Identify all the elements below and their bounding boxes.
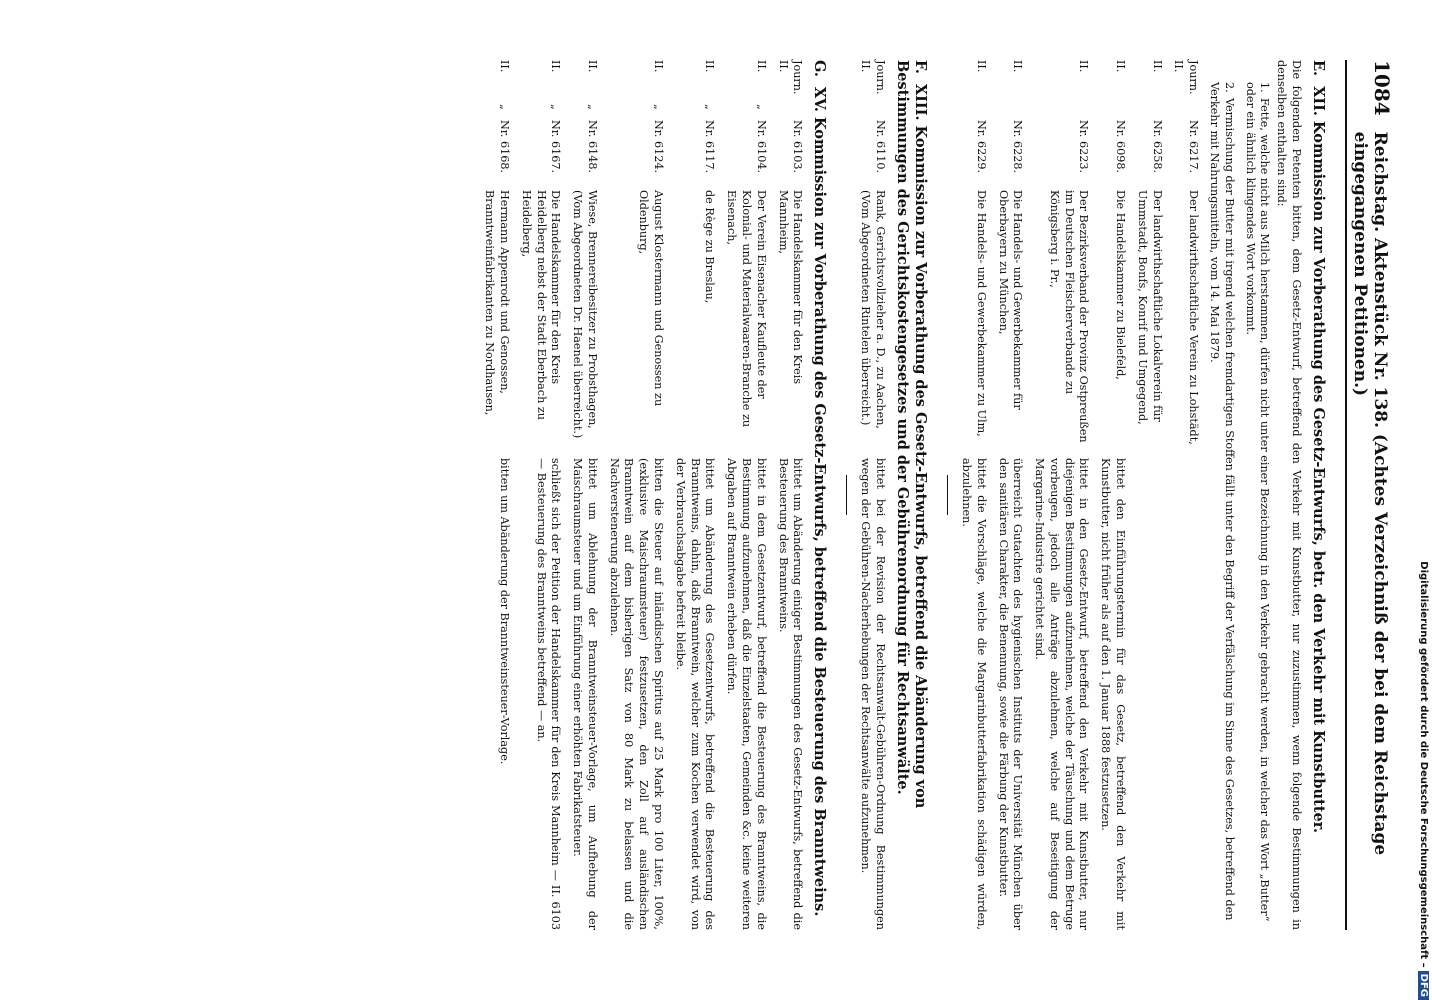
petition-entry: II. „ Nr. 6167. Die Handelskammer für den Kreis Heidelberg nebst der Stadt Eberbach zu Heidelberg, schließt sich der Petition der Handelskammer für den Kreis Mannheim — II. 6103 — Besteuerung des Branntweins betreffend — an.	[519, 60, 563, 930]
petition-entry: II. „ Nr. 6168. Hermann Appenrodt und Genossen, Branntweinfabrikanten zu Nordhausen, bitten um Abänderung der Branntweinsteuer-Vorlage.	[483, 60, 512, 765]
petition-entry: II. „ Nr. 6124. August Klostermann und Genossen zu Oldenburg, bitten die Steuer auf inländischen Spiritus auf 25 Mark pro 100 Liter, 100%, (exklusive Maischraumsteuer) festzusetzen, den Zoll auf ausländischen Branntwein auf dem bisherigen Satz von 80 Mark zu belassen und die Nachverstenerung abzulehnen.	[607, 60, 666, 930]
petition-entry: II. „ Nr. 6104. Der Verein Eisenacher Kaufleute der Kolonial- und Materialwaaren-Branche zu Eisenach, bittet in dem Gesetzentwurf, betreffend die Besteuerung des Branntweins, die Bestimmung aufzunehmen, daß die Einzelstaaten, Gemeinden &c. keine weiteren Abgaben auf Branntwein erheben dürfen.	[725, 60, 768, 930]
petition-entry: II. „ Nr. 6117. de Rège zu Breslau, bittet um Abänderung des Gesetzentwurfs, betreffend die Besteuerung des Branntweins, dahin, daß Branntwein, welcher zum Kochen verwendet wird, von der Verbrauchsabgabe befreit bleibe.	[673, 60, 717, 930]
intro-paragraph: Die folgenden Petenten bitten, dem Gesetz-Entwurf, betreffend den Verkehr mit Kunstbutter, nur zuzustimmen, wenn folgende Bestimmungen in denselben enthalten sind:	[1275, 60, 1303, 930]
running-title: Reichstag. Aktenstück Nr. 138. (Achtes Verzeichniß der bei dem Reichstage eingegangenen Petitionen.)	[1350, 131, 1390, 856]
page-header	[1345, 60, 1394, 930]
petition-entry: Journ. II. Nr. 6103. Die Handelskammer für den Kreis Mannheim, bittet um Abänderung einiger Bestimmungen des Gesetz-Entwurfs, betreffend die Besteuerung des Branntweins.	[776, 60, 805, 930]
petition-entry: II. Nr. 6098. Die Handelskammer zu Bielefeld, bittet den Einführungstermin für das Gesetz, betreffend den Verkehr mit Kunstbutter, nicht früher als auf den 1. Januar 1888 festzusetzen.	[1099, 60, 1128, 930]
section-heading: E.XII. Kommission zur Vorberathung des Gesetz-Entwurfs, betr. den Verkehr mit Kunstbutter.	[1310, 60, 1327, 834]
page-number: 1084	[1370, 60, 1394, 116]
numbered-item: 2.Vermischung der Butter mit irgend welchen fremdartigen Stoffen fällt unter den Begriff der Verfälschung im Sinne des Gesetzes, betreffend den Verkehr mit Nahrungsmitteln, vom 14. Mai 1879.	[1207, 82, 1236, 921]
petition-entry: II. „ Nr. 6148. Wiese, Brennereibesitzer zu Probsthagen, (Vom Abgeordneten Dr. Haenel überreicht.) bittet um Ablehnung der Branntweinsteuer-Vorlage, um Aufhebung der Maischraumsteuer und um Einführung einer erhöhten Fabrikatsteuer.	[571, 60, 599, 930]
digitization-credit	[1410, 0, 1432, 1000]
credit-text: Digitalisierung gefördert durch die Deutsche Forschungsgemeinschaft –	[1418, 561, 1429, 968]
dfg-logo: DFG	[1418, 971, 1429, 1000]
petition-entry: II. Nr. 6223. Der Bezirksverband der Provinz Ostpreußen im Deutschen Fleischerverbande zu Königsberg i. Pr., bittet in den Gesetz-Entwurf, betreffend den Verkehr mit Kunstbutter, nur diejenigen Bestimmungen aufzunehmen, welche der Täuschung und dem Betruge vorbeugen, jedoch alle Anträge abzulehnen, welche auf Beseitigung der Margarine-Industrie gerichtet sind.	[1033, 60, 1091, 930]
section-f	[846, 60, 929, 930]
petition-entry: Journ. II. Nr. 6110. Rank, Gerichtsvollzieher a. D., zu Aachen, (Vom Abgeordneten Rintelen überreicht.) bittet bei der Revision der Rechtsanwalt-Gebühren-Ordnung Bestimmungen wegen der Gebühren-Nacherhebungen der Rechtsanwälte aufzunehmen.	[859, 60, 887, 930]
section-g	[481, 60, 828, 930]
petition-entry: II. Nr. 6229. Die Handels- und Gewerbekammer zu Ulm, bittet die Vorschläge, welche die Margarinbutterfabrikation schädigen würden, abzulehnen.	[960, 60, 988, 930]
section-divider	[947, 475, 948, 515]
section-e	[947, 60, 1327, 930]
petition-entry: II. Nr. 6228. Die Handels- und Gewerbekammer für Oberbayern zu München, überreicht Gutachten des hygienischen Instituts der Universität München über den sanitären Charakter, die Benennung, sowie die Färbung der Kunstbutter.	[996, 60, 1025, 930]
section-heading: G.XV. Kommission zur Vorberathung des Gesetz-Entwurfs, betreffend die Besteuerung des Branntweins.	[811, 60, 829, 917]
section-divider	[846, 475, 847, 515]
section-heading: F.XIII. Kommission zur Vorberathung des Gesetz-Entwurfs, betreffend die Abänderung von Bestimmungen des Gerichtskostengesetzes und der Gebührenordnung für Rechtsanwälte.	[894, 60, 930, 809]
petition-entry: Journ. II. Nr. 6217. Der landwirthschaftliche Verein zu Lohstädt,	[1172, 60, 1201, 445]
petition-entry: II. Nr. 6258. Der landwirthschaftliche Lokalverein für Ummstadt, Bonfs, Konrif und Umgegend,	[1135, 60, 1164, 425]
numbered-item: 1.Fette, welche nicht aus Milch herstammen, dürfen nicht unter einer Bezeichnung in den Verkehr gebracht werden, in welcher das Wort „Butter“ oder ein ähnlich klingendes Wort vorkommt.	[1243, 82, 1272, 922]
